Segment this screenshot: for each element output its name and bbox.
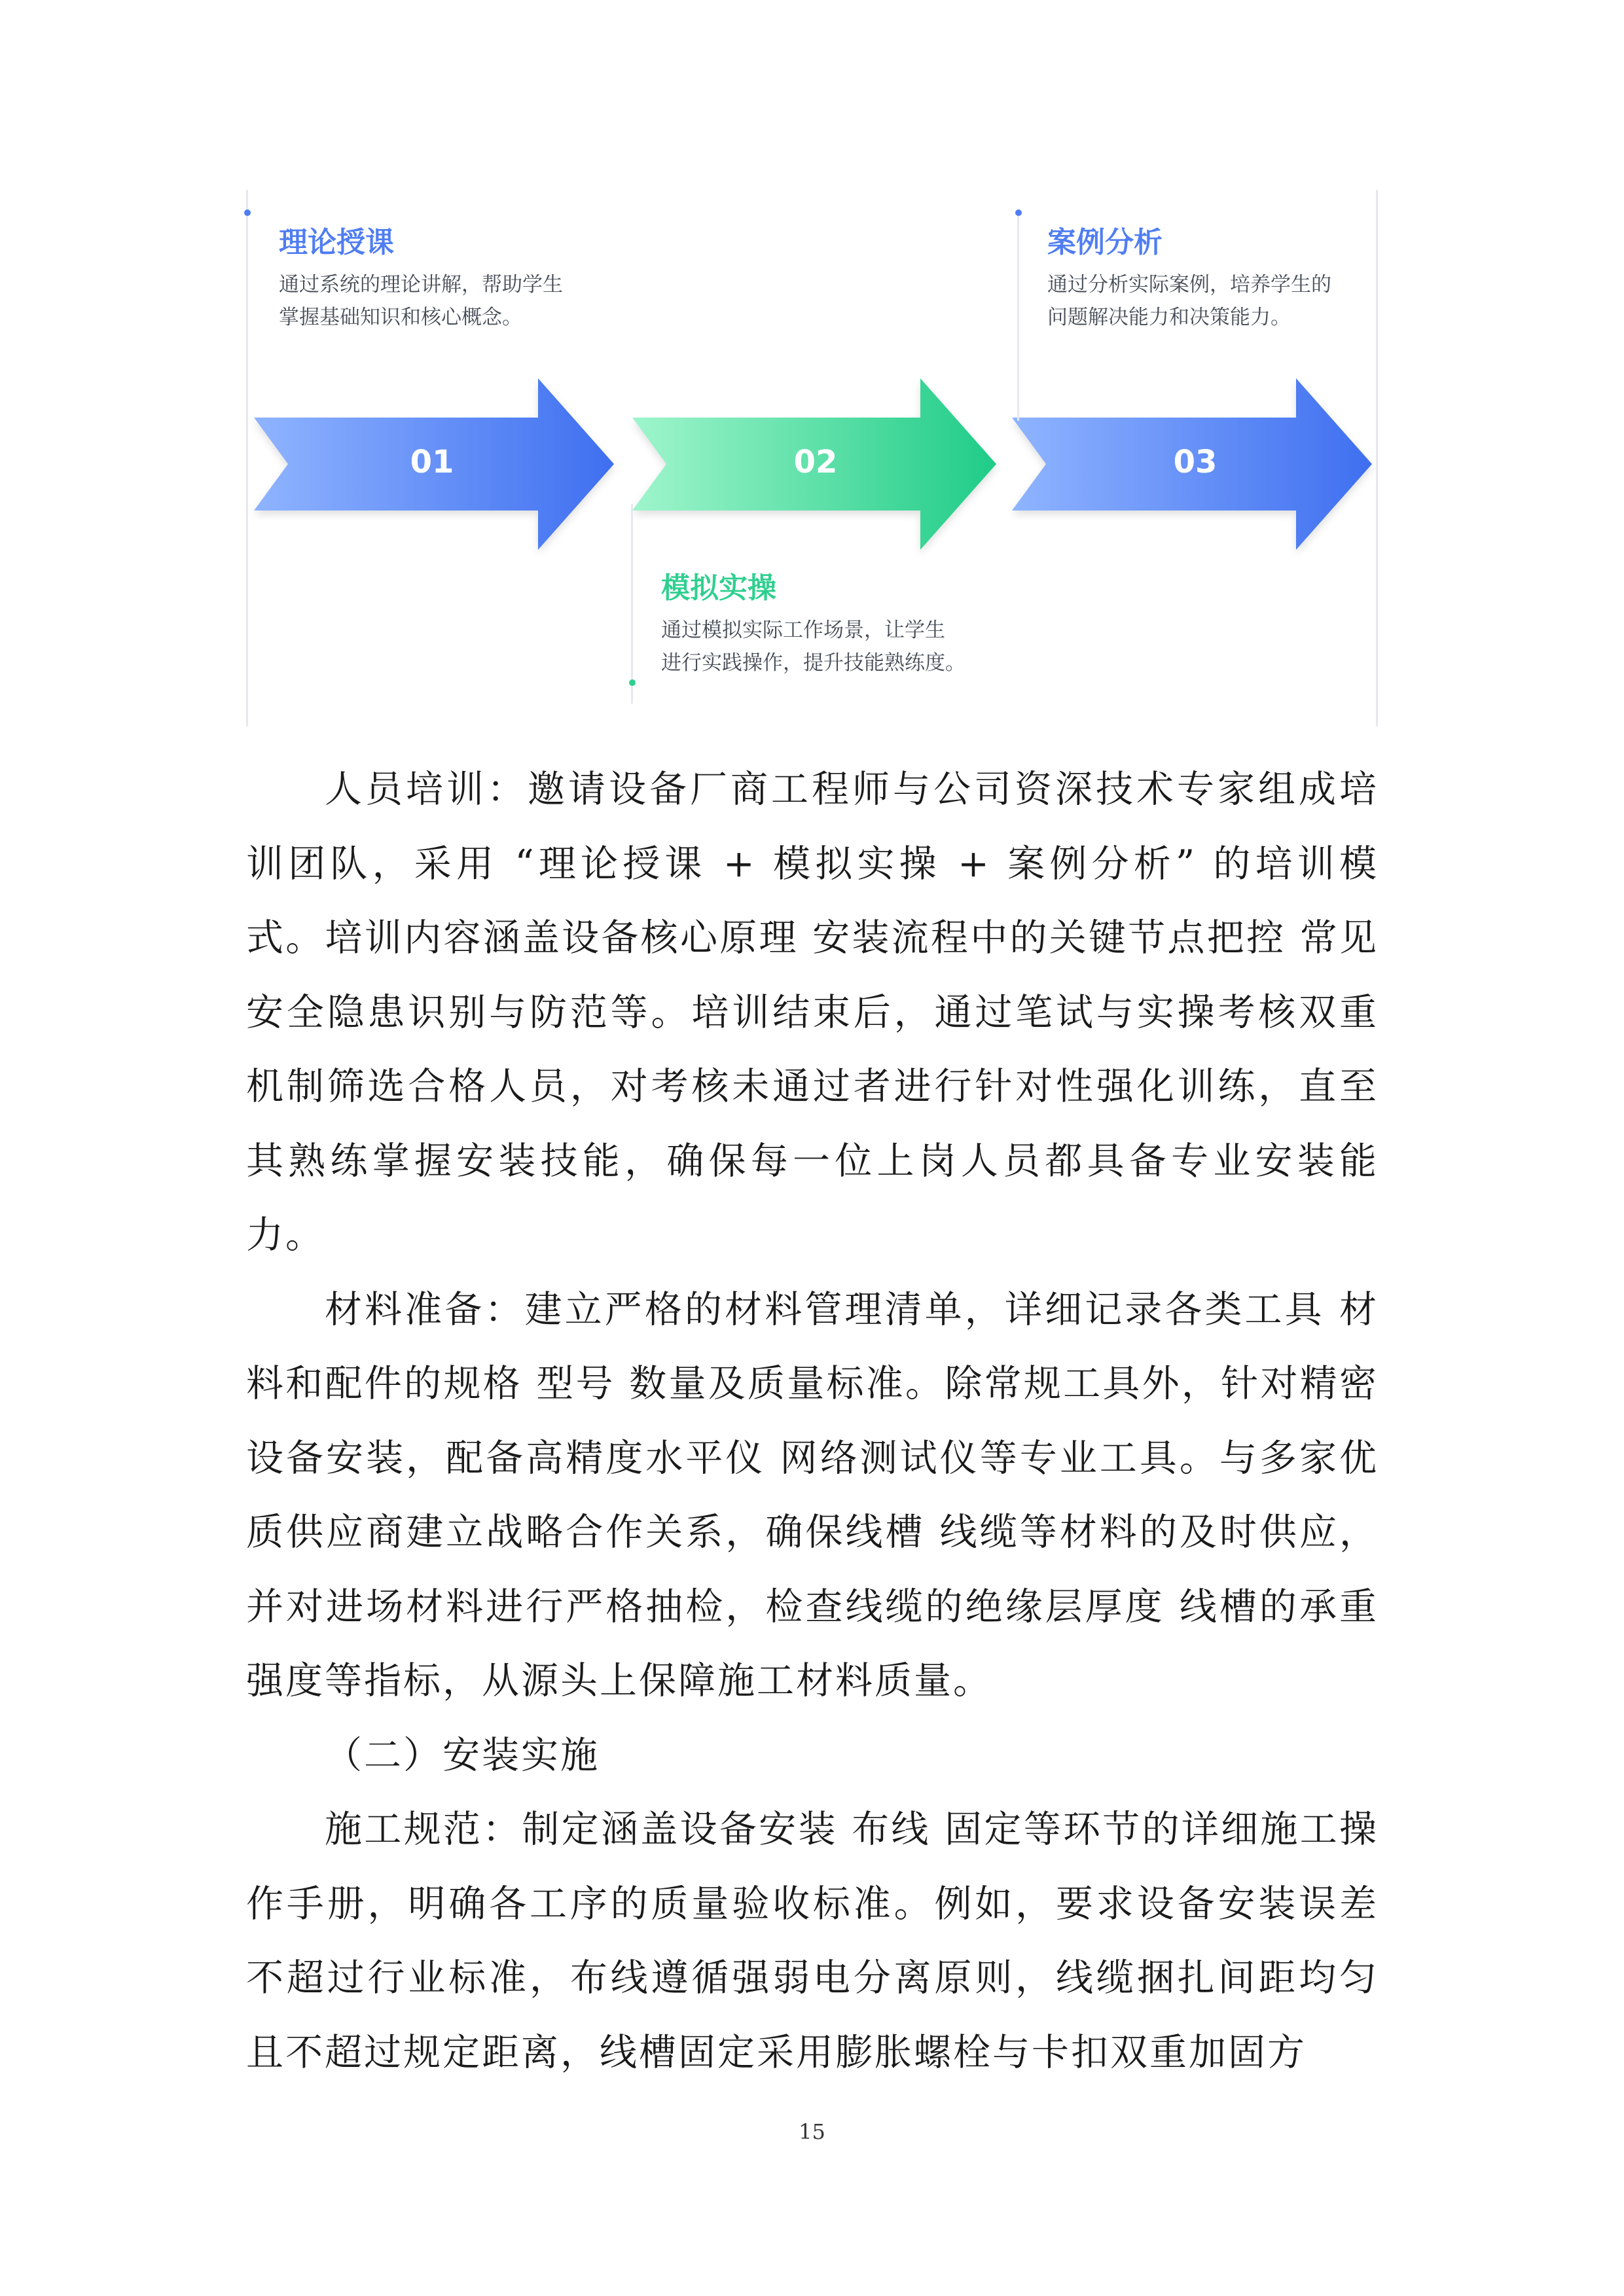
step-01-number: 01 bbox=[410, 444, 454, 480]
paragraph-construction-standards: 施工规范：制定涵盖设备安装 布线 固定等环节的详细施工操作手册，明确各工序的质量验收标准。例如，要求设备安装误差不超过行业标准，布线遵循强弱电分离原则，线缆捆扎间距均匀且不超过规定距离，线槽固定采用膨胀螺栓与卡扣双重加固方 bbox=[246, 1808, 1379, 2074]
guide-line-03 bbox=[1017, 215, 1019, 421]
paragraph-personnel-training: 人员培训：邀请设备厂商工程师与公司资深技术专家组成培训团队，采用 “理论授课 + 模拟实操 + 案例分析” 的培训模式。培训内容涵盖设备核心原理 安装流程中的关键节点把控 常见安全隐患识别与防范等。培训结束后，通过笔试与实操考核双重机制筛选合格人员，对考核未通过者进行针对性强化训练，直至其熟练掌握安装技能，确保每一位上岗人员都具备专业安装能力。 bbox=[246, 768, 1379, 1257]
step-03-desc bbox=[1047, 268, 1414, 334]
step-01-title: 理论授课 bbox=[279, 226, 394, 259]
step-03-number: 03 bbox=[1173, 444, 1218, 480]
guide-line-01 bbox=[246, 190, 248, 726]
step-03-desc-line2: 问题解决能力和决策能力。 bbox=[1047, 306, 1291, 329]
step-02-desc bbox=[661, 614, 1028, 679]
step-01-desc-line2: 掌握基础知识和核心概念。 bbox=[279, 306, 522, 329]
marker-dot-02 bbox=[629, 679, 636, 686]
marker-dot-01 bbox=[244, 209, 251, 216]
document-body bbox=[246, 753, 1379, 2090]
guide-line-02 bbox=[631, 504, 633, 704]
training-mode-diagram bbox=[242, 190, 1381, 726]
step-02-desc-line2: 进行实践操作，提升技能熟练度。 bbox=[661, 651, 965, 675]
step-02-desc-line1: 通过模拟实际工作场景，让学生 bbox=[661, 619, 945, 642]
step-03-desc-line1: 通过分析实际案例，培养学生的 bbox=[1047, 273, 1331, 296]
step-02-title: 模拟实操 bbox=[661, 571, 776, 605]
paragraph-material-preparation: 材料准备：建立严格的材料管理清单，详细记录各类工具 材料和配件的规格 型号 数量及质量标准。除常规工具外，针对精密设备安装，配备高精度水平仪 网络测试仪等专业工具。与多家优质供应商建立战略合作关系，确保线槽 线缆等材料的及时供应，并对进场材料进行严格抽检，检查线缆的绝缘层厚度 线槽的承重强度等指标，从源头上保障施工材料质量。 bbox=[246, 1287, 1379, 1702]
section-heading: （二）安装实施 bbox=[325, 1733, 600, 1777]
step-01-desc-line1: 通过系统的理论讲解，帮助学生 bbox=[279, 273, 563, 296]
marker-dot-03 bbox=[1015, 209, 1022, 216]
step-01-desc bbox=[279, 268, 645, 334]
step-03-title: 案例分析 bbox=[1047, 226, 1163, 259]
page-number: 15 bbox=[799, 2119, 825, 2144]
step-02-number: 02 bbox=[793, 444, 838, 480]
